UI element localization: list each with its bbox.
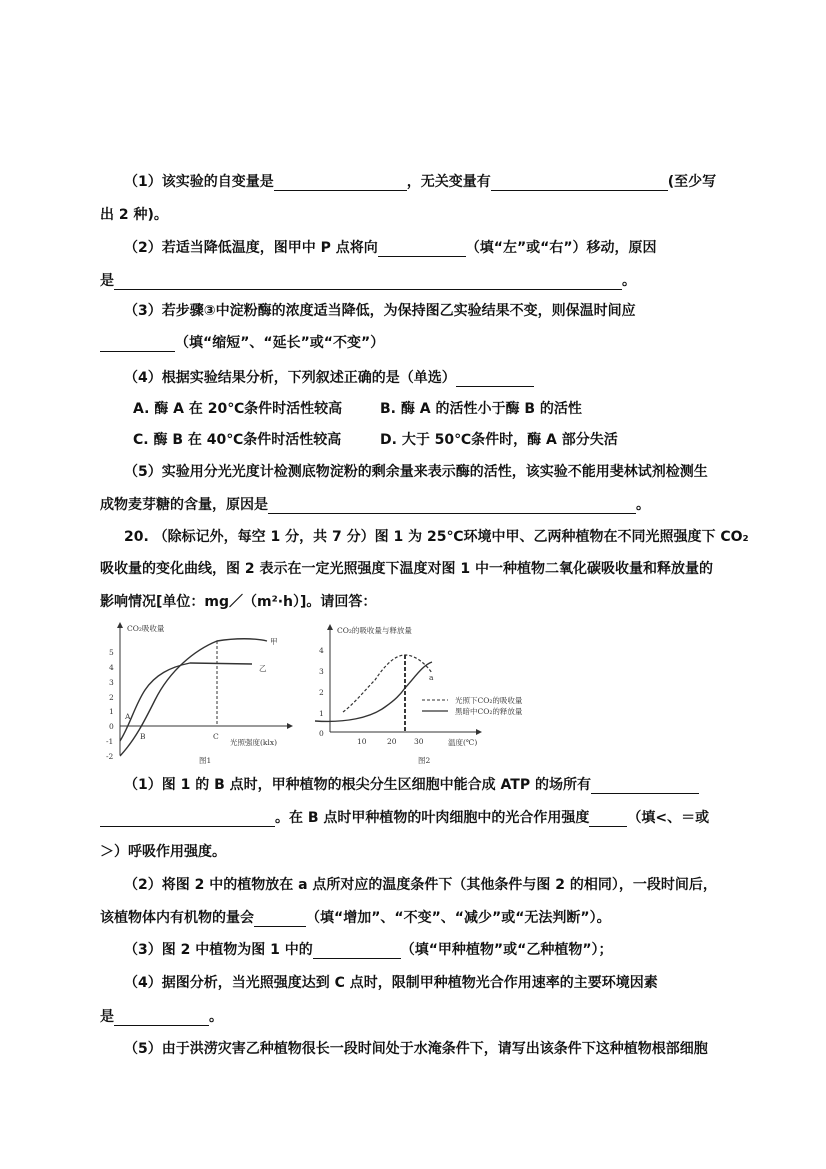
y-ticks xyxy=(319,646,324,738)
text: 。 xyxy=(209,1009,223,1025)
text: （填“甲种植物”或“乙种植物”）； xyxy=(400,942,613,958)
text: ，无关变量有 xyxy=(406,174,491,190)
text: 。 xyxy=(622,273,636,289)
curve-dark-release xyxy=(315,662,432,721)
tick-label: 0 xyxy=(109,722,114,731)
figure-1 xyxy=(95,615,305,775)
q20-sub2-cont xyxy=(100,909,611,927)
y-axis-label: CO₂吸收量 xyxy=(127,624,165,633)
figure-caption: 图2 xyxy=(418,756,431,765)
answer-blank[interactable] xyxy=(591,779,699,794)
point-b-label: B xyxy=(140,732,146,741)
q20-sub2: （2）将图 2 中的植物放在 a 点所对应的温度条件下（其他条件与图 2 的相同），一段时间后， xyxy=(124,877,717,893)
text: 该植物体内有机物的量会 xyxy=(100,910,254,926)
q20-sub3 xyxy=(124,941,613,959)
q20-intro-cont: 影响情况[单位：mg／（m²·h）]。请回答： xyxy=(100,594,377,610)
tick-label: -2 xyxy=(106,752,114,761)
q20-sub4: （4）据图分析，当光照强度达到 C 点时，限制甲种植物光合作用速率的主要环境因素 xyxy=(124,975,658,991)
legend-label: 黑暗中CO₂的释放量 xyxy=(455,707,523,716)
q20-sub1-cont: ＞）呼吸作用强度。 xyxy=(100,844,226,860)
text: (至少写 xyxy=(667,174,717,190)
q19-part5-cont xyxy=(100,496,650,514)
tick-label: -1 xyxy=(106,737,114,746)
text: （填<、＝或 xyxy=(627,810,710,826)
tick-label: 0 xyxy=(319,729,324,738)
option-a: A. 酶 A 在 20℃条件时活性较高 xyxy=(133,401,343,417)
x-axis-label: 光照强度(klx) xyxy=(230,738,278,747)
text: 成物麦芽糖的含量，原因是 xyxy=(100,497,268,513)
tick-label: 30 xyxy=(414,737,424,746)
answer-blank[interactable] xyxy=(100,337,175,352)
option-b: B. 酶 A 的活性小于酶 B 的活性 xyxy=(380,401,582,417)
point-c-label: C xyxy=(213,732,219,741)
tick-label: 3 xyxy=(109,678,114,687)
legend-label: 光照下CO₂的吸收量 xyxy=(455,696,523,705)
text: （1）该实验的自变量是 xyxy=(124,174,274,190)
text: 。 xyxy=(636,497,650,513)
text: （填“缩短”、“延长”或“不变”） xyxy=(175,335,385,351)
answer-blank[interactable] xyxy=(100,812,275,827)
tick-label: 20 xyxy=(387,737,397,746)
q19-part3: （3）若步骤③中淀粉酶的浓度适当降低，为保持图乙实验结果不变，则保温时间应 xyxy=(124,303,636,319)
series-label-yi: 乙 xyxy=(259,664,267,673)
answer-blank[interactable] xyxy=(378,242,466,257)
tick-label: 1 xyxy=(109,707,114,716)
q19-part1-cont: 出 2 种)。 xyxy=(100,207,168,223)
curve-light-absorption xyxy=(343,655,432,712)
series-label-jia: 甲 xyxy=(270,637,278,646)
tick-label: 1 xyxy=(319,709,324,718)
q20-sub4-cont xyxy=(100,1008,223,1026)
answer-blank[interactable] xyxy=(589,812,627,827)
text: 。在 B 点时甲种植物的叶肉细胞中的光合作用强度 xyxy=(275,810,590,826)
q19-part2 xyxy=(124,239,657,257)
answer-blank[interactable] xyxy=(254,912,306,927)
answer-blank[interactable] xyxy=(313,944,401,959)
text: （填“增加”、“不变”、“减少”或“无法判断”）。 xyxy=(306,910,611,926)
option-c: C. 酶 B 在 40℃条件时活性较高 xyxy=(133,432,342,448)
tick-label: 5 xyxy=(109,648,114,657)
option-d: D. 大于 50℃条件时，酶 A 部分失活 xyxy=(380,432,618,448)
tick-label: 2 xyxy=(109,693,114,702)
answer-blank[interactable] xyxy=(114,275,622,290)
q19-part4 xyxy=(124,369,534,387)
tick-label: 3 xyxy=(319,667,324,676)
answer-blank[interactable] xyxy=(491,176,668,191)
tick-label: 2 xyxy=(319,688,324,697)
q19-part5: （5）实验用分光光度计检测底物淀粉的剩余量来表示酶的活性，该实验不能用斐林试剂检测生 xyxy=(124,464,708,480)
point-a-label: a xyxy=(429,673,434,682)
text: 是 xyxy=(100,1009,114,1025)
answer-blank[interactable] xyxy=(114,1011,209,1026)
q20-sub1-cont xyxy=(100,809,709,827)
x-axis-label: 温度(℃) xyxy=(448,738,478,747)
text: （3）图 2 中植物为图 1 中的 xyxy=(124,942,313,958)
text: （4）根据实验结果分析，下列叙述正确的是（单选） xyxy=(124,370,456,386)
q20-sub1 xyxy=(124,776,699,794)
tick-label: 4 xyxy=(109,663,114,672)
answer-blank[interactable] xyxy=(274,176,407,191)
q20-sub5: （5）由于洪涝灾害乙种植物很长一段时间处于水淹条件下，请写出该条件下这种植物根部细胞 xyxy=(124,1041,708,1057)
text: （填“左”或“右”）移动，原因 xyxy=(465,240,657,256)
answer-blank[interactable] xyxy=(268,499,636,514)
tick-label: 10 xyxy=(357,737,367,746)
y-ticks xyxy=(106,648,114,761)
text: （1）图 1 的 B 点时，甲种植物的根尖分生区细胞中能合成 ATP 的场所有 xyxy=(124,777,591,793)
x-ticks xyxy=(357,737,424,746)
text: 是 xyxy=(100,273,114,289)
tick-label: 4 xyxy=(319,646,324,655)
point-a-label: A xyxy=(125,712,131,721)
answer-blank[interactable] xyxy=(456,372,534,387)
q19-part2-cont xyxy=(100,272,636,290)
q20-intro-cont: 吸收量的变化曲线，图 2 表示在一定光照强度下温度对图 1 中一种植物二氧化碳吸收量和释放量的 xyxy=(100,561,713,577)
q19-part3-cont xyxy=(100,334,384,352)
q20-intro: 20. （除标记外，每空 1 分，共 7 分）图 1 为 25℃环境中甲、乙两种植物在不同光照强度下 CO₂ xyxy=(124,529,749,545)
text: （2）若适当降低温度，图甲中 P 点将向 xyxy=(124,240,378,256)
y-axis-label: CO₂的吸收量与释放量 xyxy=(337,626,412,635)
figure-caption: 图1 xyxy=(199,756,212,765)
figure-2 xyxy=(305,615,575,775)
q19-part1 xyxy=(124,173,716,191)
